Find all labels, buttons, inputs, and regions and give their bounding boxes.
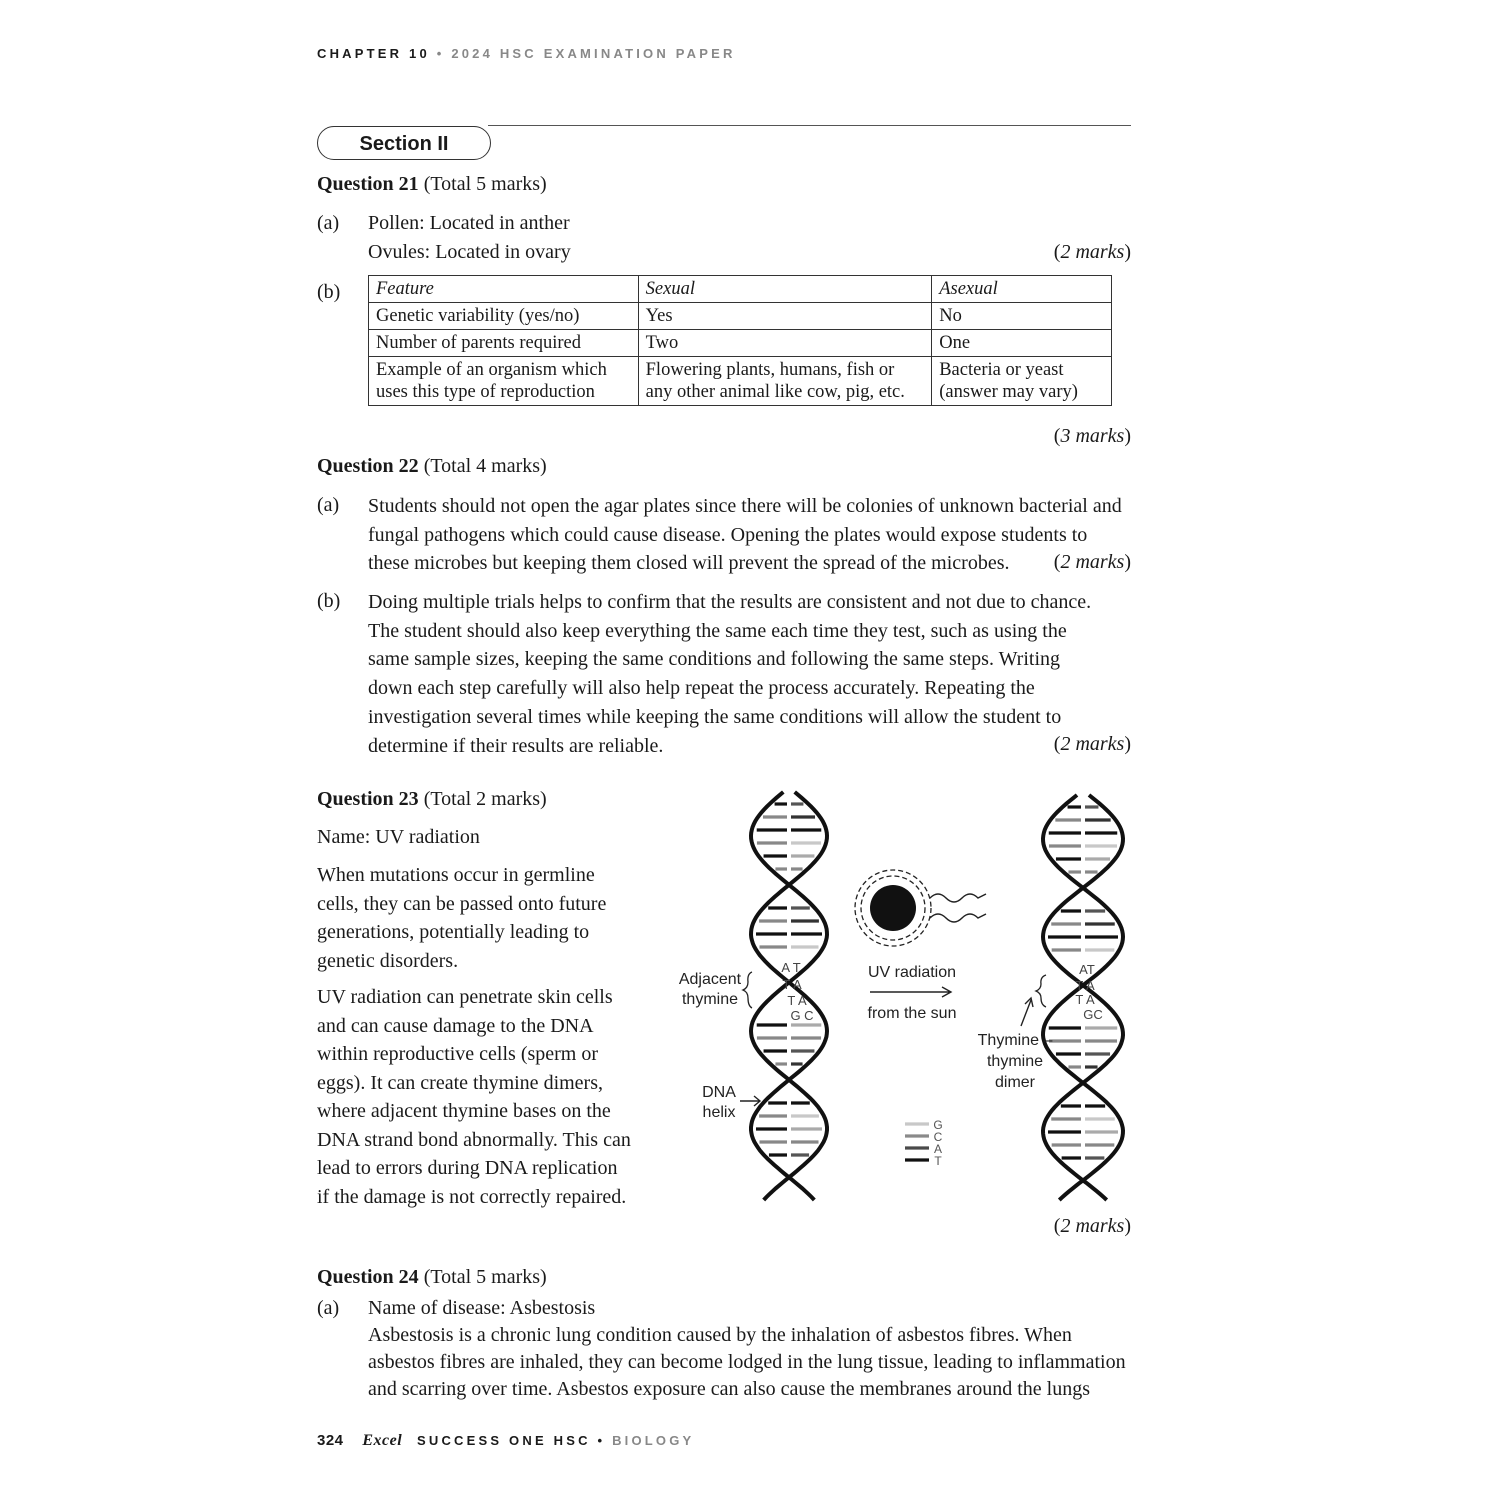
table-cell: Flowering plants, humans, fish or any other animal like cow, pig, etc.: [638, 357, 932, 406]
table-header-sexual: Sexual: [638, 276, 932, 303]
q21a-marks: (2 marks): [1053, 241, 1131, 263]
q21a-line2: Ovules: Located in ovary: [368, 241, 571, 263]
sun-label: from the sun: [867, 1005, 957, 1022]
left-base-letters: [781, 960, 813, 1023]
q21-total: (Total 5 marks): [423, 173, 547, 195]
q22a-label: (a): [317, 494, 340, 516]
q23-total: (Total 2 marks): [423, 788, 547, 810]
table-cell: One: [932, 330, 1112, 357]
q22b-answer: Doing multiple trials helps to confirm that the results are consistent and not due to chance. The student should also keep everything the same each time they test, such as using the same sample sizes, keeping the same conditions and following the same steps. Writing down each step carefully will also help repeat the process accurately. Repeating the investigation several times while keeping the same conditions will allow the student to determine if their results are reliable.: [368, 591, 1092, 757]
svg-text:AT: AT: [1079, 962, 1095, 977]
table-cell: Example of an organism which uses this type of reproduction: [369, 357, 639, 406]
q24-total: (Total 5 marks): [423, 1266, 547, 1288]
table-row: [369, 303, 1112, 330]
series-name: SUCCESS ONE HSC: [416, 1433, 591, 1448]
page-number: 324: [317, 1432, 344, 1449]
q22b-label: (b): [317, 590, 341, 612]
svg-text:T A: T A: [1075, 978, 1095, 993]
q22-heading: [317, 455, 547, 478]
base-legend: [905, 1118, 943, 1168]
dimer-label-1: Thymine –: [977, 1032, 1053, 1049]
legend-letter: G: [933, 1118, 943, 1132]
table-cell: Bacteria or yeast (answer may vary): [932, 357, 1112, 406]
q23-title: Question 23: [317, 788, 419, 810]
subject-name: BIOLOGY: [612, 1433, 695, 1448]
q21-heading: [317, 173, 547, 196]
q22-title: Question 22: [317, 455, 419, 477]
section-heading: Section II: [317, 126, 491, 160]
q24-heading: [317, 1266, 547, 1289]
q21-title: Question 21: [317, 173, 419, 195]
table-header-asexual: Asexual: [932, 276, 1112, 303]
uv-label: UV radiation: [867, 964, 957, 981]
table-header-row: [369, 276, 1112, 303]
table-cell: No: [932, 303, 1112, 330]
q23-paragraph-1: When mutations occur in germline cells, they can be passed onto future generations, potentially leading to genetic disorders.: [317, 864, 607, 972]
table-row: [369, 357, 1112, 406]
adjacent-brace: [743, 972, 752, 1008]
adjacent-label: Adjacent: [678, 971, 742, 988]
q24a-label: (a): [317, 1297, 340, 1319]
table-row: [369, 330, 1112, 357]
sun-icon: [855, 870, 986, 946]
q24a-disease-name: Name of disease: Asbestosis: [368, 1297, 596, 1319]
svg-text:T A: T A: [782, 977, 802, 992]
uv-arrow: [870, 987, 951, 997]
svg-text:T A: T A: [1075, 992, 1095, 1007]
table-header-feature: Feature: [369, 276, 639, 303]
q21b-marks: (3 marks): [1053, 425, 1131, 447]
thymine-label: thymine: [681, 991, 739, 1008]
dna-pointer-arrow: [740, 1096, 760, 1106]
q21a-line1: Pollen: Located in anther: [368, 212, 570, 234]
footer-bullet: •: [597, 1433, 606, 1448]
q23-heading: [317, 788, 547, 811]
header-bullet: •: [436, 46, 445, 61]
q23-marks: (2 marks): [1053, 1215, 1131, 1237]
table-cell: Two: [638, 330, 932, 357]
dimer-label-3: dimer: [994, 1074, 1036, 1091]
page-footer: [317, 1432, 694, 1450]
legend-letter: C: [933, 1130, 943, 1144]
q22-total: (Total 4 marks): [423, 455, 547, 477]
q24-title: Question 24: [317, 1266, 419, 1288]
legend-letter: T: [934, 1154, 942, 1168]
running-header: [317, 46, 736, 61]
paper-title: 2024 HSC EXAMINATION PAPER: [451, 46, 736, 61]
q23-paragraph-2: UV radiation can penetrate skin cells and can cause damage to the DNA within reproductive cells (sperm or eggs). It can create thymine dimers, where adjacent thymine bases on the DNA strand bond abnormally. This can lead to errors during DNA replication if the damage is not correctly repaired.: [317, 986, 631, 1208]
svg-text:GC: GC: [1083, 1007, 1103, 1022]
q21a-label: (a): [317, 212, 340, 234]
table-cell: Genetic variability (yes/no): [369, 303, 639, 330]
q22a-marks: (2 marks): [1053, 551, 1131, 573]
q21b-label: (b): [317, 281, 341, 303]
table-cell: Yes: [638, 303, 932, 330]
q23-name: Name: UV radiation: [317, 826, 480, 848]
dna-label: DNA: [702, 1084, 736, 1101]
dimer-pointer-arrow: [1021, 998, 1033, 1026]
helix-label: helix: [702, 1104, 736, 1121]
q22b-marks: (2 marks): [1053, 733, 1131, 755]
q22a-answer: Students should not open the agar plates since there will be colonies of unknown bacterial and fungal pathogens which could cause disease. Opening the plates would expose students to these microbes but keeping them closed will prevent the spread of the microbes.: [368, 495, 1122, 575]
table-cell: Number of parents required: [369, 330, 639, 357]
svg-text:A T: A T: [781, 960, 801, 975]
svg-text:G C: G C: [790, 1008, 814, 1023]
brand-logo: Excel: [362, 1432, 403, 1449]
dna-uv-diagram: [670, 785, 1140, 1205]
section-rule: [488, 125, 1131, 126]
dimer-label-2: thymine: [986, 1053, 1044, 1070]
chapter-label: CHAPTER 10: [317, 46, 430, 61]
q24a-answer: Asbestosis is a chronic lung condition caused by the inhalation of asbestos fibres. When asbestos fibres are inhaled, they can become lodged in the lung tissue, leading to inflammation and scarring over time. Asbestos exposure can also cause the membranes around the lungs: [368, 1324, 1126, 1400]
reproduction-table: [368, 275, 1112, 406]
svg-text:T A: T A: [787, 993, 807, 1008]
dimer-brace: [1036, 975, 1046, 1007]
legend-letter: A: [933, 1142, 943, 1156]
